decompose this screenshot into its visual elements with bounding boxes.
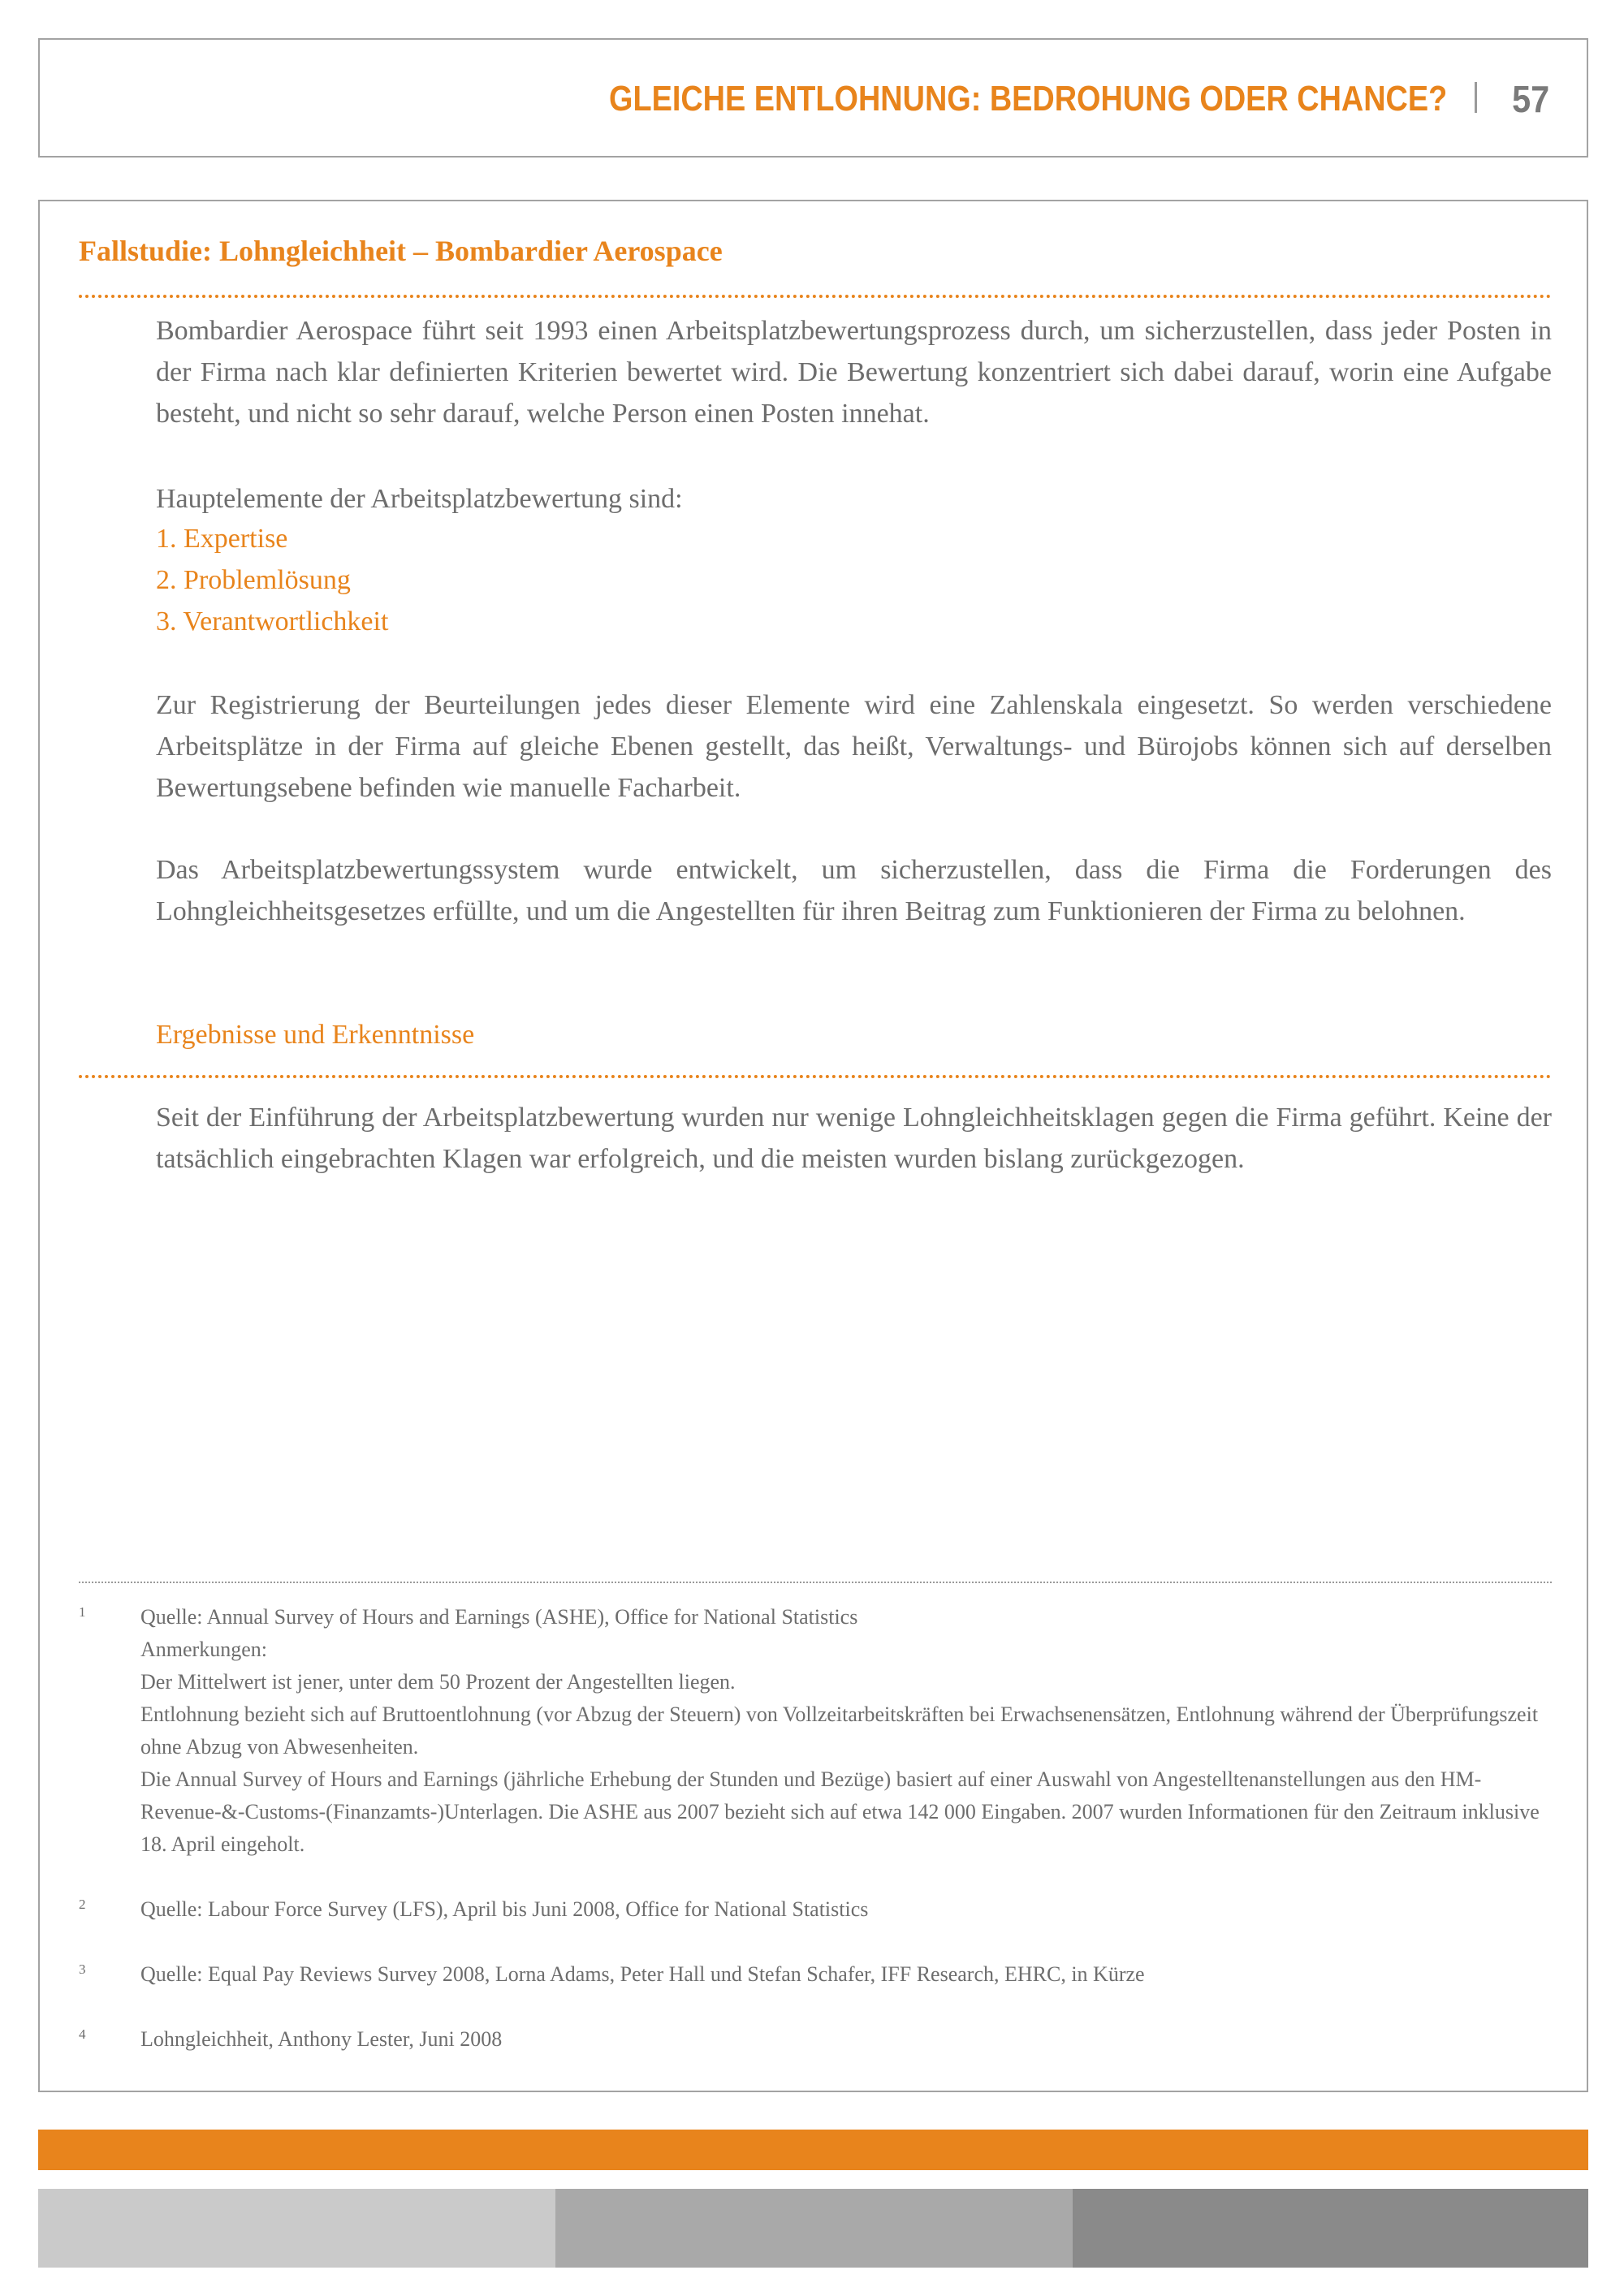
footer-orange-bar bbox=[38, 2130, 1588, 2170]
footnote-line: Quelle: Annual Survey of Hours and Earnings (ASHE), Office for National Statistics bbox=[140, 1605, 858, 1629]
footnote-line: Quelle: Equal Pay Reviews Survey 2008, Lorna Adams, Peter Hall und Stefan Schafer, IFF Research, EHRC, in Kürze bbox=[140, 1962, 1145, 1986]
footnote-line: Entlohnung bezieht sich auf Bruttoentlohnung (vor Abzug der Steuern) von Vollzeitarbeitskräften bei Erwachsenensätzen, Entlohnung während der Überprüfungszeit ohne Abzug von Abwesenheiten. bbox=[140, 1703, 1539, 1759]
header-separator bbox=[1475, 82, 1477, 113]
elements-list bbox=[156, 518, 1552, 642]
footnote-number: 2 bbox=[79, 1897, 86, 1912]
title-divider bbox=[79, 295, 1552, 298]
results-divider bbox=[79, 1075, 1552, 1078]
results-paragraph: Seit der Einführung der Arbeitsplatzbewertung wurden nur wenige Lohngleichheitsklagen gegen die Firma geführt. Keine der tatsächlich eingebrachten Klagen war erfolgreich, und die meisten wurden bislang zurückgezogen. bbox=[156, 1103, 1552, 1174]
intro-paragraph: Bombardier Aerospace führt seit 1993 einen Arbeitsplatzbewertungsprozess durch, um sicherzustellen, dass jeder Posten in der Firma nach klar definierten Kriterien bewertet wird. Die Bewertung konzentriert sich dabei darauf, worin eine Aufgabe besteht, und nicht so sehr darauf, welche Person einen Posten innehat. bbox=[156, 316, 1552, 429]
footnote-divider bbox=[79, 1582, 1552, 1583]
footnote-line: Anmerkungen: bbox=[140, 1638, 267, 1661]
footnote-2 bbox=[79, 1893, 1552, 1926]
footnote-line: Die Annual Survey of Hours and Earnings (jährliche Erhebung der Stunden und Bezüge) basiert auf einer Auswahl von Angestelltenanstellungen aus den HM-Revenue-&-Customs-(Finanzamts-)Unterlagen. Die ASHE aus 2007 bezieht sich auf etwa 142 000 Eingaben. 2007 wurden Informationen für den Zeitraum inklusive 18. April eingeholt. bbox=[140, 1767, 1540, 1856]
footnote-line: Lohngleichheit, Anthony Lester, Juni 2008 bbox=[140, 2027, 503, 2051]
footnotes bbox=[79, 1601, 1552, 2056]
page-number: 57 bbox=[1511, 78, 1549, 120]
list-item: 3. Verantwortlichkeit bbox=[156, 606, 389, 637]
footnote-number: 4 bbox=[79, 2026, 86, 2042]
page-header bbox=[38, 38, 1588, 158]
footnote-1 bbox=[79, 1601, 1552, 1861]
footnote-4 bbox=[79, 2023, 1552, 2056]
case-study-title: Fallstudie: Lohngleichheit – Bombardier Aerospace bbox=[79, 235, 723, 267]
footnote-line: Der Mittelwert ist jener, unter dem 50 Prozent der Angestellten liegen. bbox=[140, 1670, 736, 1694]
footnote-line: Quelle: Labour Force Survey (LFS), April bis Juni 2008, Office for National Statistics bbox=[140, 1897, 869, 1921]
system-paragraph: Das Arbeitsplatzbewertungssystem wurde entwickelt, um sicherzustellen, dass die Firma die Forderungen des Lohngleichheitsgesetzes erfüllte, und um die Angestellten für ihren Beitrag zum Funktionieren der Firma zu belohnen. bbox=[156, 855, 1552, 926]
footer-grey-bar-dark bbox=[1073, 2189, 1588, 2268]
footnote-3 bbox=[79, 1958, 1552, 1991]
footer-grey-bar-medium bbox=[555, 2189, 1073, 2268]
list-item: 1. Expertise bbox=[156, 524, 288, 554]
case-study-box bbox=[38, 200, 1588, 2092]
footnote-number: 3 bbox=[79, 1962, 86, 1977]
scale-paragraph: Zur Registrierung der Beurteilungen jedes dieser Elemente wird eine Zahlenskala eingesetzt. So werden verschiedene Arbeitsplätze in der Firma auf gleiche Ebenen gestellt, das heißt, Verwaltungs- und Bürojobs können sich auf derselben Bewertungsebene befinden wie manuelle Facharbeit. bbox=[156, 690, 1552, 803]
header-title: GLEICHE ENTLOHNUNG: BEDROHUNG ODER CHANCE? bbox=[608, 79, 1447, 119]
footer-grey-bar-light bbox=[38, 2189, 555, 2268]
results-heading: Ergebnisse und Erkenntnisse bbox=[156, 1020, 475, 1050]
list-heading: Hauptelemente der Arbeitsplatzbewertung sind: bbox=[156, 484, 683, 514]
footnote-number: 1 bbox=[79, 1604, 86, 1620]
list-item: 2. Problemlösung bbox=[156, 565, 351, 595]
